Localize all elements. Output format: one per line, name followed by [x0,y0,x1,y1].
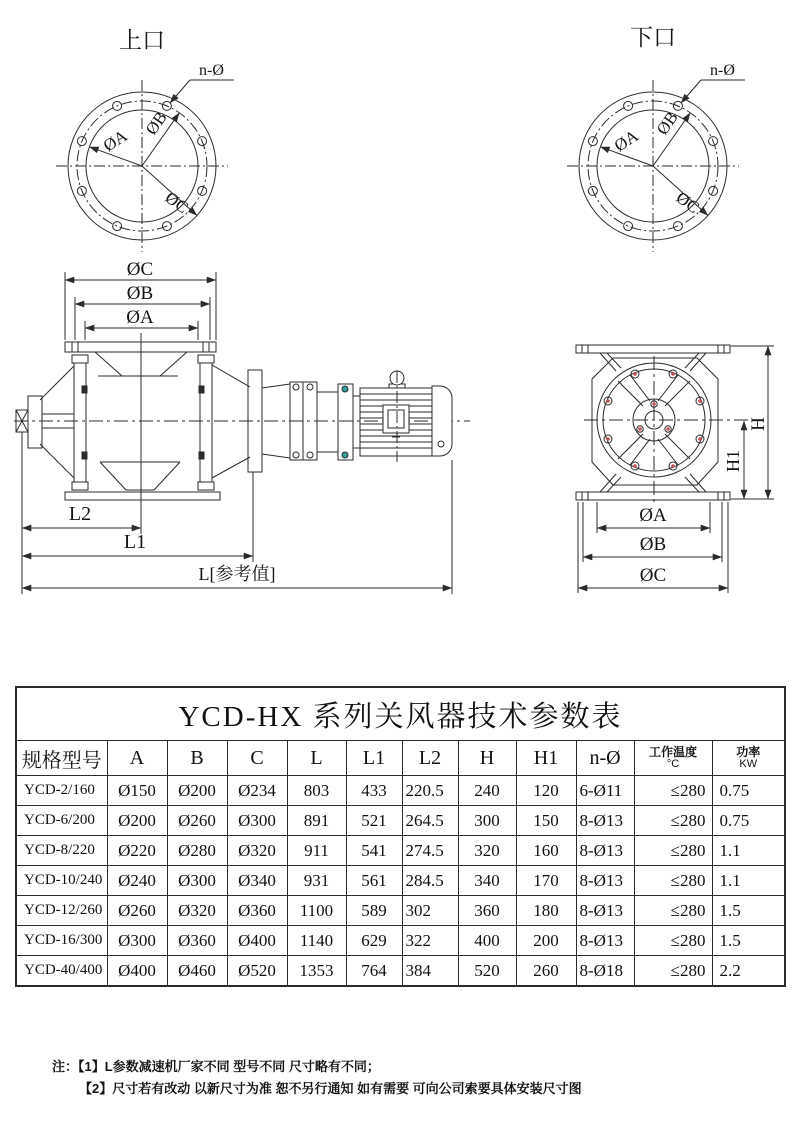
table-cell: 1.5 [712,896,784,926]
header-cell: L1 [346,741,402,776]
side-view [14,259,470,594]
table-cell: YCD-10/240 [17,866,107,896]
table-cell: 541 [346,836,402,866]
table-cell: ≤280 [634,866,712,896]
table-cell: 200 [516,926,576,956]
table-cell: 561 [346,866,402,896]
table-cell: 340 [458,866,516,896]
table-cell: 0.75 [712,806,784,836]
dim-label-h: H [748,417,769,431]
note-line-1 [52,1056,582,1078]
label-n-bolt: n-Ø [199,62,224,79]
note-line-2: 【2】尺寸若有改动 以新尺寸为准 恕不另行通知 如有需要 可向公司索要具体安装尺寸图 [79,1081,582,1096]
table-row [17,866,784,896]
table-cell: 8-Ø18 [576,956,634,986]
table-cell: Ø200 [167,776,227,806]
label-dia-c: ØC [672,187,703,218]
table-cell: 8-Ø13 [576,896,634,926]
label-dia-c: ØC [161,187,192,218]
table-cell: 521 [346,806,402,836]
header-cell: 规格型号 [17,741,107,776]
table-cell: 1140 [287,926,346,956]
table-header-row [17,741,784,776]
table-cell: 160 [516,836,576,866]
table-cell: 302 [402,896,458,926]
table-cell: Ø460 [167,956,227,986]
table-cell: 240 [458,776,516,806]
table-cell: 384 [402,956,458,986]
flange-bottom-port-view [567,24,745,252]
table-cell: 1.1 [712,866,784,896]
table-cell: Ø300 [107,926,167,956]
table-cell: Ø240 [107,866,167,896]
header-cell: B [167,741,227,776]
table-cell: Ø520 [227,956,287,986]
end-view [576,345,774,593]
dim-label-l-ref: L[参考值] [198,564,276,584]
table-cell: 320 [458,836,516,866]
table-cell: 180 [516,896,576,926]
table-cell: 911 [287,836,346,866]
label-top-port: 上口 [119,27,165,53]
table-cell: 264.5 [402,806,458,836]
table-cell: Ø400 [107,956,167,986]
label-dia-a: ØA [610,126,642,156]
dim-label-l2: L2 [68,503,92,525]
table-cell: Ø220 [107,836,167,866]
table-row [17,926,784,956]
table-cell: 8-Ø13 [576,866,634,896]
table-cell: 629 [346,926,402,956]
table-cell: 2.2 [712,956,784,986]
label-dia-a: ØA [99,126,131,156]
note-prefix: 注： [52,1059,79,1074]
header-cell: L2 [402,741,458,776]
table-row [17,896,784,926]
table-cell: Ø320 [167,896,227,926]
table-cell: 8-Ø13 [576,926,634,956]
dim-label-h1: H1 [723,450,743,472]
table-cell: 220.5 [402,776,458,806]
header-cell: L [287,741,346,776]
dim-label-dc: ØC [126,259,154,280]
table-cell: 274.5 [402,836,458,866]
table-cell: 400 [458,926,516,956]
table-cell: ≤280 [634,806,712,836]
dim-label-db: ØB [639,534,667,555]
table-cell: 0.75 [712,776,784,806]
table-cell: 322 [402,926,458,956]
label-dia-b: ØB [141,108,171,139]
note-text: 【1】L参数减速机厂家不同 型号不同 尺寸略有不同； [78,1059,380,1074]
table-body [17,776,784,986]
notes-block [52,1056,582,1100]
table-cell: Ø260 [107,896,167,926]
table-cell: Ø340 [227,866,287,896]
table-cell: Ø280 [167,836,227,866]
table-cell: 1353 [287,956,346,986]
table-cell: 8-Ø13 [576,836,634,866]
table-cell: Ø260 [167,806,227,836]
table-cell: 931 [287,866,346,896]
header-cell: n-Ø [576,741,634,776]
table-cell: 360 [458,896,516,926]
header-cell: 功率 KW [712,741,784,776]
header-cell: H1 [516,741,576,776]
table-cell: Ø234 [227,776,287,806]
table-cell: 1.1 [712,836,784,866]
table-cell: 1100 [287,896,346,926]
coupling-bolt-dot [342,452,348,458]
label-dia-b: ØB [652,108,682,139]
param-table [15,686,786,987]
table-cell: 170 [516,866,576,896]
table-cell: 120 [516,776,576,806]
table-cell: Ø360 [227,896,287,926]
table-row [17,776,784,806]
table-row [17,956,784,986]
table-cell: Ø300 [227,806,287,836]
header-row [17,741,784,776]
table-cell: 433 [346,776,402,806]
table-cell: YCD-12/260 [17,896,107,926]
header-cell: 工作温度 °C [634,741,712,776]
dim-label-l1: L1 [123,531,147,553]
table-cell: 1.5 [712,926,784,956]
table-cell: Ø200 [107,806,167,836]
header-cell: C [227,741,287,776]
table-cell: Ø300 [167,866,227,896]
table-cell: ≤280 [634,926,712,956]
flange-top-port-view [56,27,234,252]
table-cell: YCD-2/160 [17,776,107,806]
table-cell: Ø320 [227,836,287,866]
table-cell: 589 [346,896,402,926]
table-cell: 764 [346,956,402,986]
table-cell: ≤280 [634,836,712,866]
table-cell: 891 [287,806,346,836]
table-cell: Ø360 [167,926,227,956]
table-title: YCD-HX 系列关风器技术参数表 [17,688,784,741]
label-bottom-port: 下口 [630,24,676,50]
param-grid [17,741,784,985]
table-cell: ≤280 [634,776,712,806]
table-cell: 150 [516,806,576,836]
table-cell: Ø150 [107,776,167,806]
dim-label-da: ØA [126,307,154,328]
table-cell: 8-Ø13 [576,806,634,836]
table-cell: YCD-6/200 [17,806,107,836]
table-cell: 284.5 [402,866,458,896]
table-cell: YCD-40/400 [17,956,107,986]
table-cell: 6-Ø11 [576,776,634,806]
table-cell: 300 [458,806,516,836]
dim-label-dc: ØC [639,565,667,586]
table-cell: 520 [458,956,516,986]
table-cell: YCD-16/300 [17,926,107,956]
header-cell: A [107,741,167,776]
table-row [17,806,784,836]
label-n-bolt: n-Ø [710,62,735,79]
table-cell: ≤280 [634,896,712,926]
coupling-bolt-dot [342,386,348,392]
table-cell: 260 [516,956,576,986]
table-cell: YCD-8/220 [17,836,107,866]
dim-label-db: ØB [126,283,154,304]
table-row [17,836,784,866]
table-cell: 803 [287,776,346,806]
table-cell: ≤280 [634,956,712,986]
dim-label-da: ØA [639,505,667,526]
table-cell: Ø400 [227,926,287,956]
header-cell: H [458,741,516,776]
